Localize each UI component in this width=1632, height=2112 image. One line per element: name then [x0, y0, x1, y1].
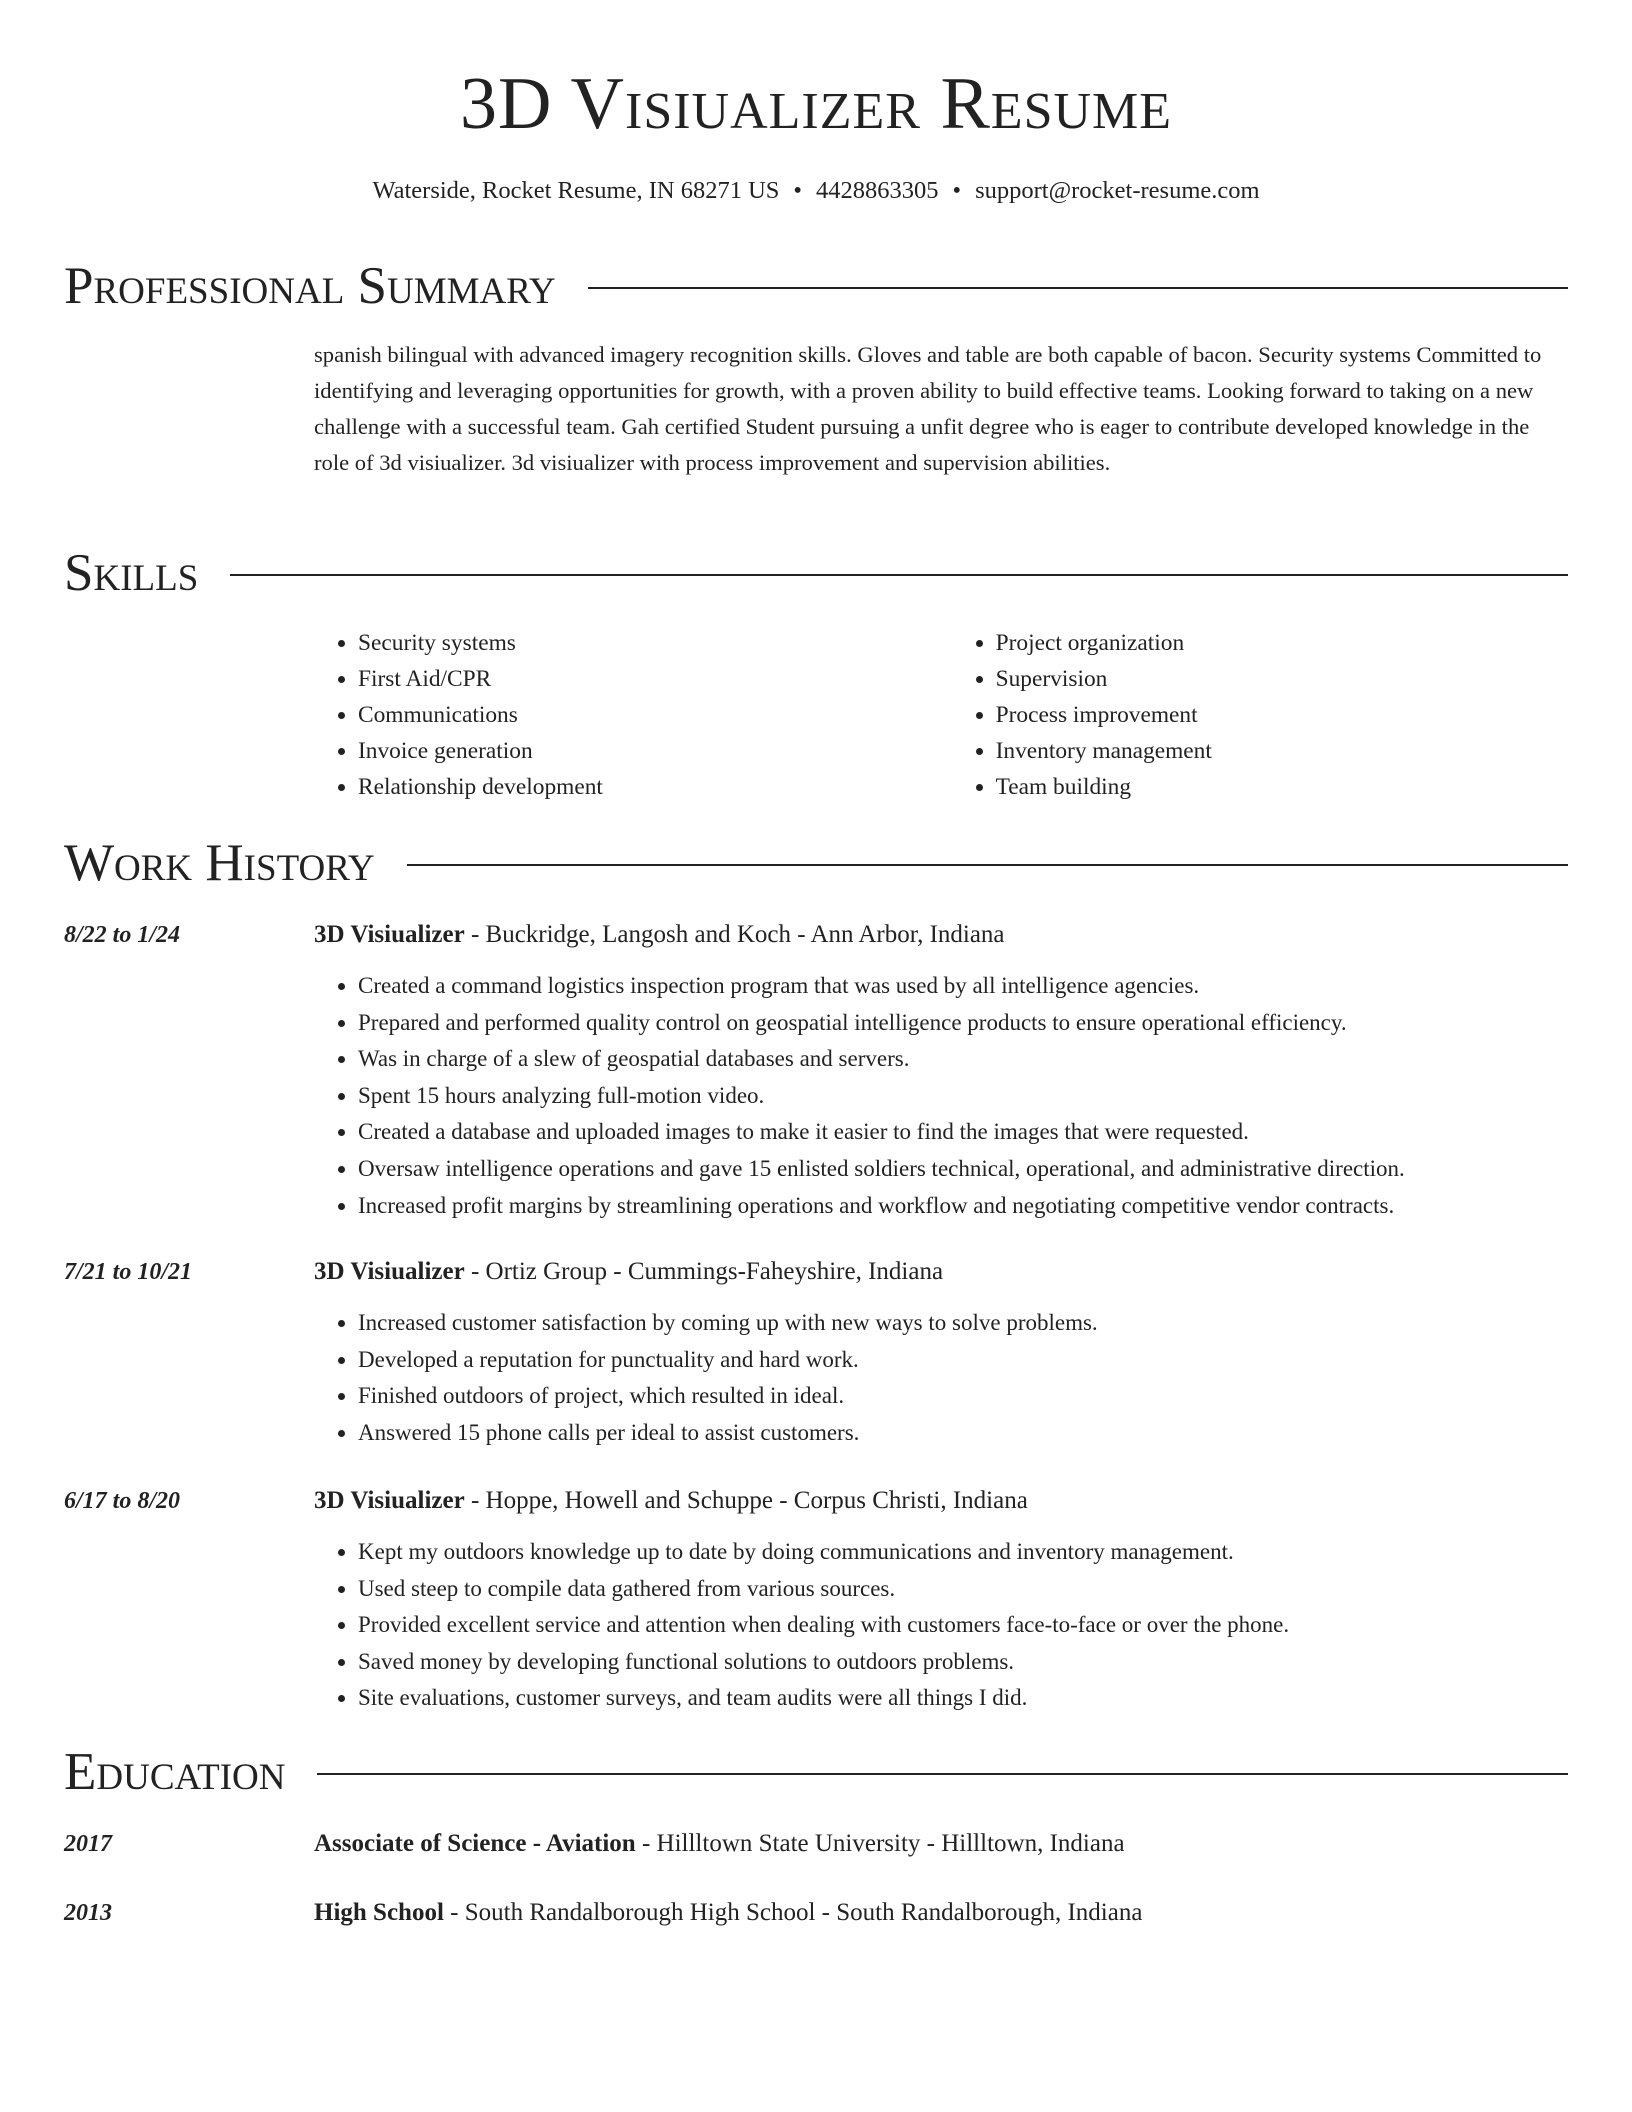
job-dates: 6/17 to 8/20 [64, 1488, 181, 1514]
job-bullet: • Used steep to compile data gathered from various sources. [358, 1571, 1608, 1608]
job-dates: 8/22 to 1/24 [64, 922, 181, 948]
skill-item: • Project organization [996, 625, 1568, 661]
job-bullet: • Kept my outdoors knowledge up to date by doing communications and inventory management. [358, 1534, 1608, 1571]
education-degree: High School [314, 1899, 444, 1926]
section-title-work-history: Work History [64, 834, 375, 892]
section-header-summary [64, 254, 1568, 318]
section-divider [407, 864, 1568, 866]
skill-item: • Relationship development [358, 769, 952, 805]
job-bullet: • Provided excellent service and attention when dealing with customers face-to-face or over the phone. [358, 1607, 1608, 1644]
job-bullet: • Created a database and uploaded images to make it easier to find the images that were requested. [358, 1114, 1608, 1151]
job-bullet: • Was in charge of a slew of geospatial databases and servers. [358, 1041, 1608, 1078]
section-title-skills: Skills [64, 544, 199, 602]
job-bullet: • Answered 15 phone calls per ideal to assist customers. [358, 1415, 1608, 1452]
job-bullets [314, 1305, 1608, 1451]
section-divider [317, 1773, 1568, 1775]
section-title-summary: Professional Summary [64, 257, 556, 315]
job-bullet: • Site evaluations, customer surveys, and team audits were all things I did. [358, 1680, 1608, 1717]
job-dates: 7/21 to 10/21 [64, 1259, 193, 1285]
job-bullet: • Oversaw intelligence operations and gave 15 enlisted soldiers technical, operational, and administrative direction. [358, 1151, 1608, 1188]
skills-column-right [952, 625, 1568, 805]
job-employer-location: - Ortiz Group - Cummings-Faheyshire, Indiana [464, 1258, 944, 1285]
education-entry [314, 1826, 1125, 1862]
job-title: 3D Visiualizer [314, 1258, 465, 1285]
skills-column-left [314, 625, 952, 805]
section-divider [588, 287, 1568, 289]
job-heading [314, 917, 1005, 953]
section-header-education [64, 1740, 1568, 1804]
education-entry [314, 1895, 1142, 1931]
job-bullet: • Saved money by developing functional solutions to outdoors problems. [358, 1644, 1608, 1681]
contact-separator: • [952, 177, 962, 204]
education-school-location: - Hillltown State University - Hillltown, Indiana [635, 1830, 1125, 1857]
job-bullet: • Increased customer satisfaction by coming up with new ways to solve problems. [358, 1305, 1608, 1342]
contact-email[interactable]: support@rocket-resume.com [975, 177, 1260, 204]
skill-item: • Process improvement [996, 697, 1568, 733]
skill-item: • Inventory management [996, 733, 1568, 769]
section-header-work-history [64, 831, 1568, 895]
skill-item: • Supervision [996, 661, 1568, 697]
job-bullet: • Finished outdoors of project, which resulted in ideal. [358, 1378, 1608, 1415]
skill-item: • Team building [996, 769, 1568, 805]
job-bullets [314, 968, 1608, 1224]
job-bullet: • Spent 15 hours analyzing full-motion video. [358, 1078, 1608, 1115]
contact-phone: 4428863305 [815, 177, 939, 204]
job-heading [314, 1483, 1028, 1519]
job-bullets [314, 1534, 1608, 1717]
skill-item: • First Aid/CPR [358, 661, 952, 697]
education-school-location: - South Randalborough High School - South Randalborough, Indiana [443, 1899, 1143, 1926]
job-bullet: • Created a command logistics inspection program that was used by all intelligence agencies. [358, 968, 1608, 1005]
section-divider [230, 574, 1568, 576]
job-title: 3D Visiualizer [314, 921, 465, 948]
education-year: 2017 [64, 1831, 112, 1857]
contact-separator: • [793, 177, 802, 204]
job-employer-location: - Buckridge, Langosh and Koch - Ann Arbor, Indiana [464, 921, 1005, 948]
resume-title: 3D Visiualizer Resume [459, 63, 1173, 145]
contact-address: Waterside, Rocket Resume, IN 68271 US [372, 177, 780, 204]
section-title-education: Education [64, 1743, 286, 1801]
job-heading [314, 1254, 943, 1290]
skill-item: • Invoice generation [358, 733, 952, 769]
job-employer-location: - Hoppe, Howell and Schuppe - Corpus Christi, Indiana [464, 1487, 1028, 1514]
education-year: 2013 [64, 1900, 112, 1926]
education-degree: Associate of Science - Aviation [314, 1830, 636, 1857]
contact-line [0, 174, 1632, 208]
job-bullet: • Prepared and performed quality control on geospatial intelligence products to ensure operational efficiency. [358, 1005, 1608, 1042]
job-bullet: • Developed a reputation for punctuality and hard work. [358, 1342, 1608, 1379]
job-title: 3D Visiualizer [314, 1487, 465, 1514]
summary-text: spanish bilingual with advanced imagery recognition skills. Gloves and table are both capable of bacon. Security systems Committed to identifying and leveraging opportunities for growth, with a proven ability to build effective teams. Looking forward to taking on a new challenge with a successful team. Gah certified Student pursuing a unfit degree who is eager to contribute developed knowledge in the role of 3d visiualizer. 3d visiualizer with process improvement and supervision abilities. [314, 342, 1542, 475]
skill-item: • Communications [358, 697, 952, 733]
skills-list [314, 625, 1568, 805]
job-bullet: • Increased profit margins by streamlining operations and workflow and negotiating competitive vendor contracts. [358, 1188, 1608, 1225]
skill-item: • Security systems [358, 625, 952, 661]
section-header-skills [64, 541, 1568, 605]
